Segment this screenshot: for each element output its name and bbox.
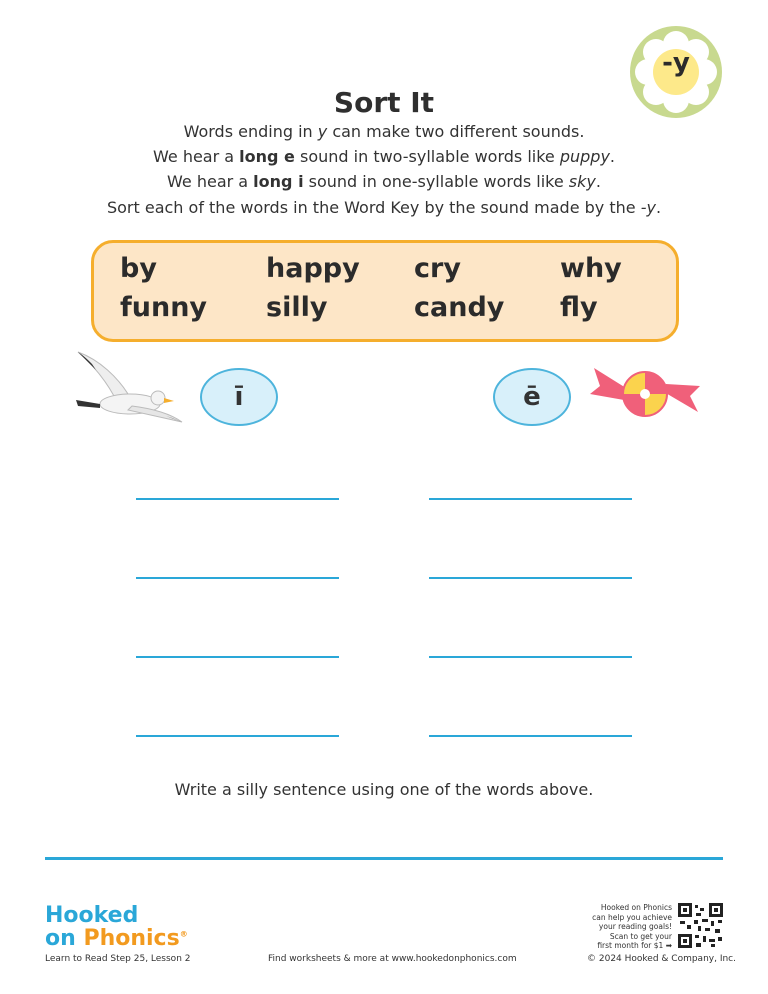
answer-line-left-4[interactable] [136,735,339,737]
answer-line-left-3[interactable] [136,656,339,658]
candy-icon [588,360,702,430]
word-key-word: funny [120,292,208,323]
word-key-word: why [560,253,622,284]
long-e-sound-oval: ē [493,368,571,426]
answer-line-right-2[interactable] [429,577,632,579]
badge-label: -y [662,48,690,78]
sentence-writing-line[interactable] [45,857,723,860]
page-title: Sort It [333,86,435,119]
seagull-icon [72,348,184,426]
answer-line-left-1[interactable] [136,498,339,500]
word-key-word: fly [560,292,598,323]
brand-logo-top: Hooked [45,903,139,928]
word-key-word: candy [414,292,505,323]
answer-line-left-2[interactable] [136,577,339,579]
word-key-word: silly [266,292,328,323]
website-text: Find worksheets & more at www.hookedonphonics.com [268,954,517,964]
answer-line-right-1[interactable] [429,498,632,500]
answer-line-right-3[interactable] [429,656,632,658]
sentence-prompt: Write a silly sentence using one of the words above. [174,780,594,799]
copyright-text: © 2024 Hooked & Company, Inc. [587,954,736,964]
word-key-box [91,240,679,342]
word-key-word: by [120,253,157,284]
word-key-word: cry [414,253,461,284]
qr-code-icon[interactable] [678,903,723,948]
word-key-word: happy [266,253,360,284]
long-i-sound-oval: ī [200,368,278,426]
instruction-line-2: We hear a long e sound in two-syllable words like puppy. [153,147,615,166]
instruction-line-4: Sort each of the words in the Word Key by the sound made by the -y. [106,198,662,217]
instruction-line-1: Words ending in y can make two different sounds. [183,122,585,141]
brand-logo-bottom: on Phonics® [45,926,188,951]
answer-line-right-4[interactable] [429,735,632,737]
lesson-label: Learn to Read Step 25, Lesson 2 [45,954,191,964]
promo-text: Hooked on Phonics can help you achieve your reading goals! Scan to get your first month for $1 ➡ [592,903,672,950]
instruction-line-3: We hear a long i sound in one-syllable words like sky. [167,172,601,191]
